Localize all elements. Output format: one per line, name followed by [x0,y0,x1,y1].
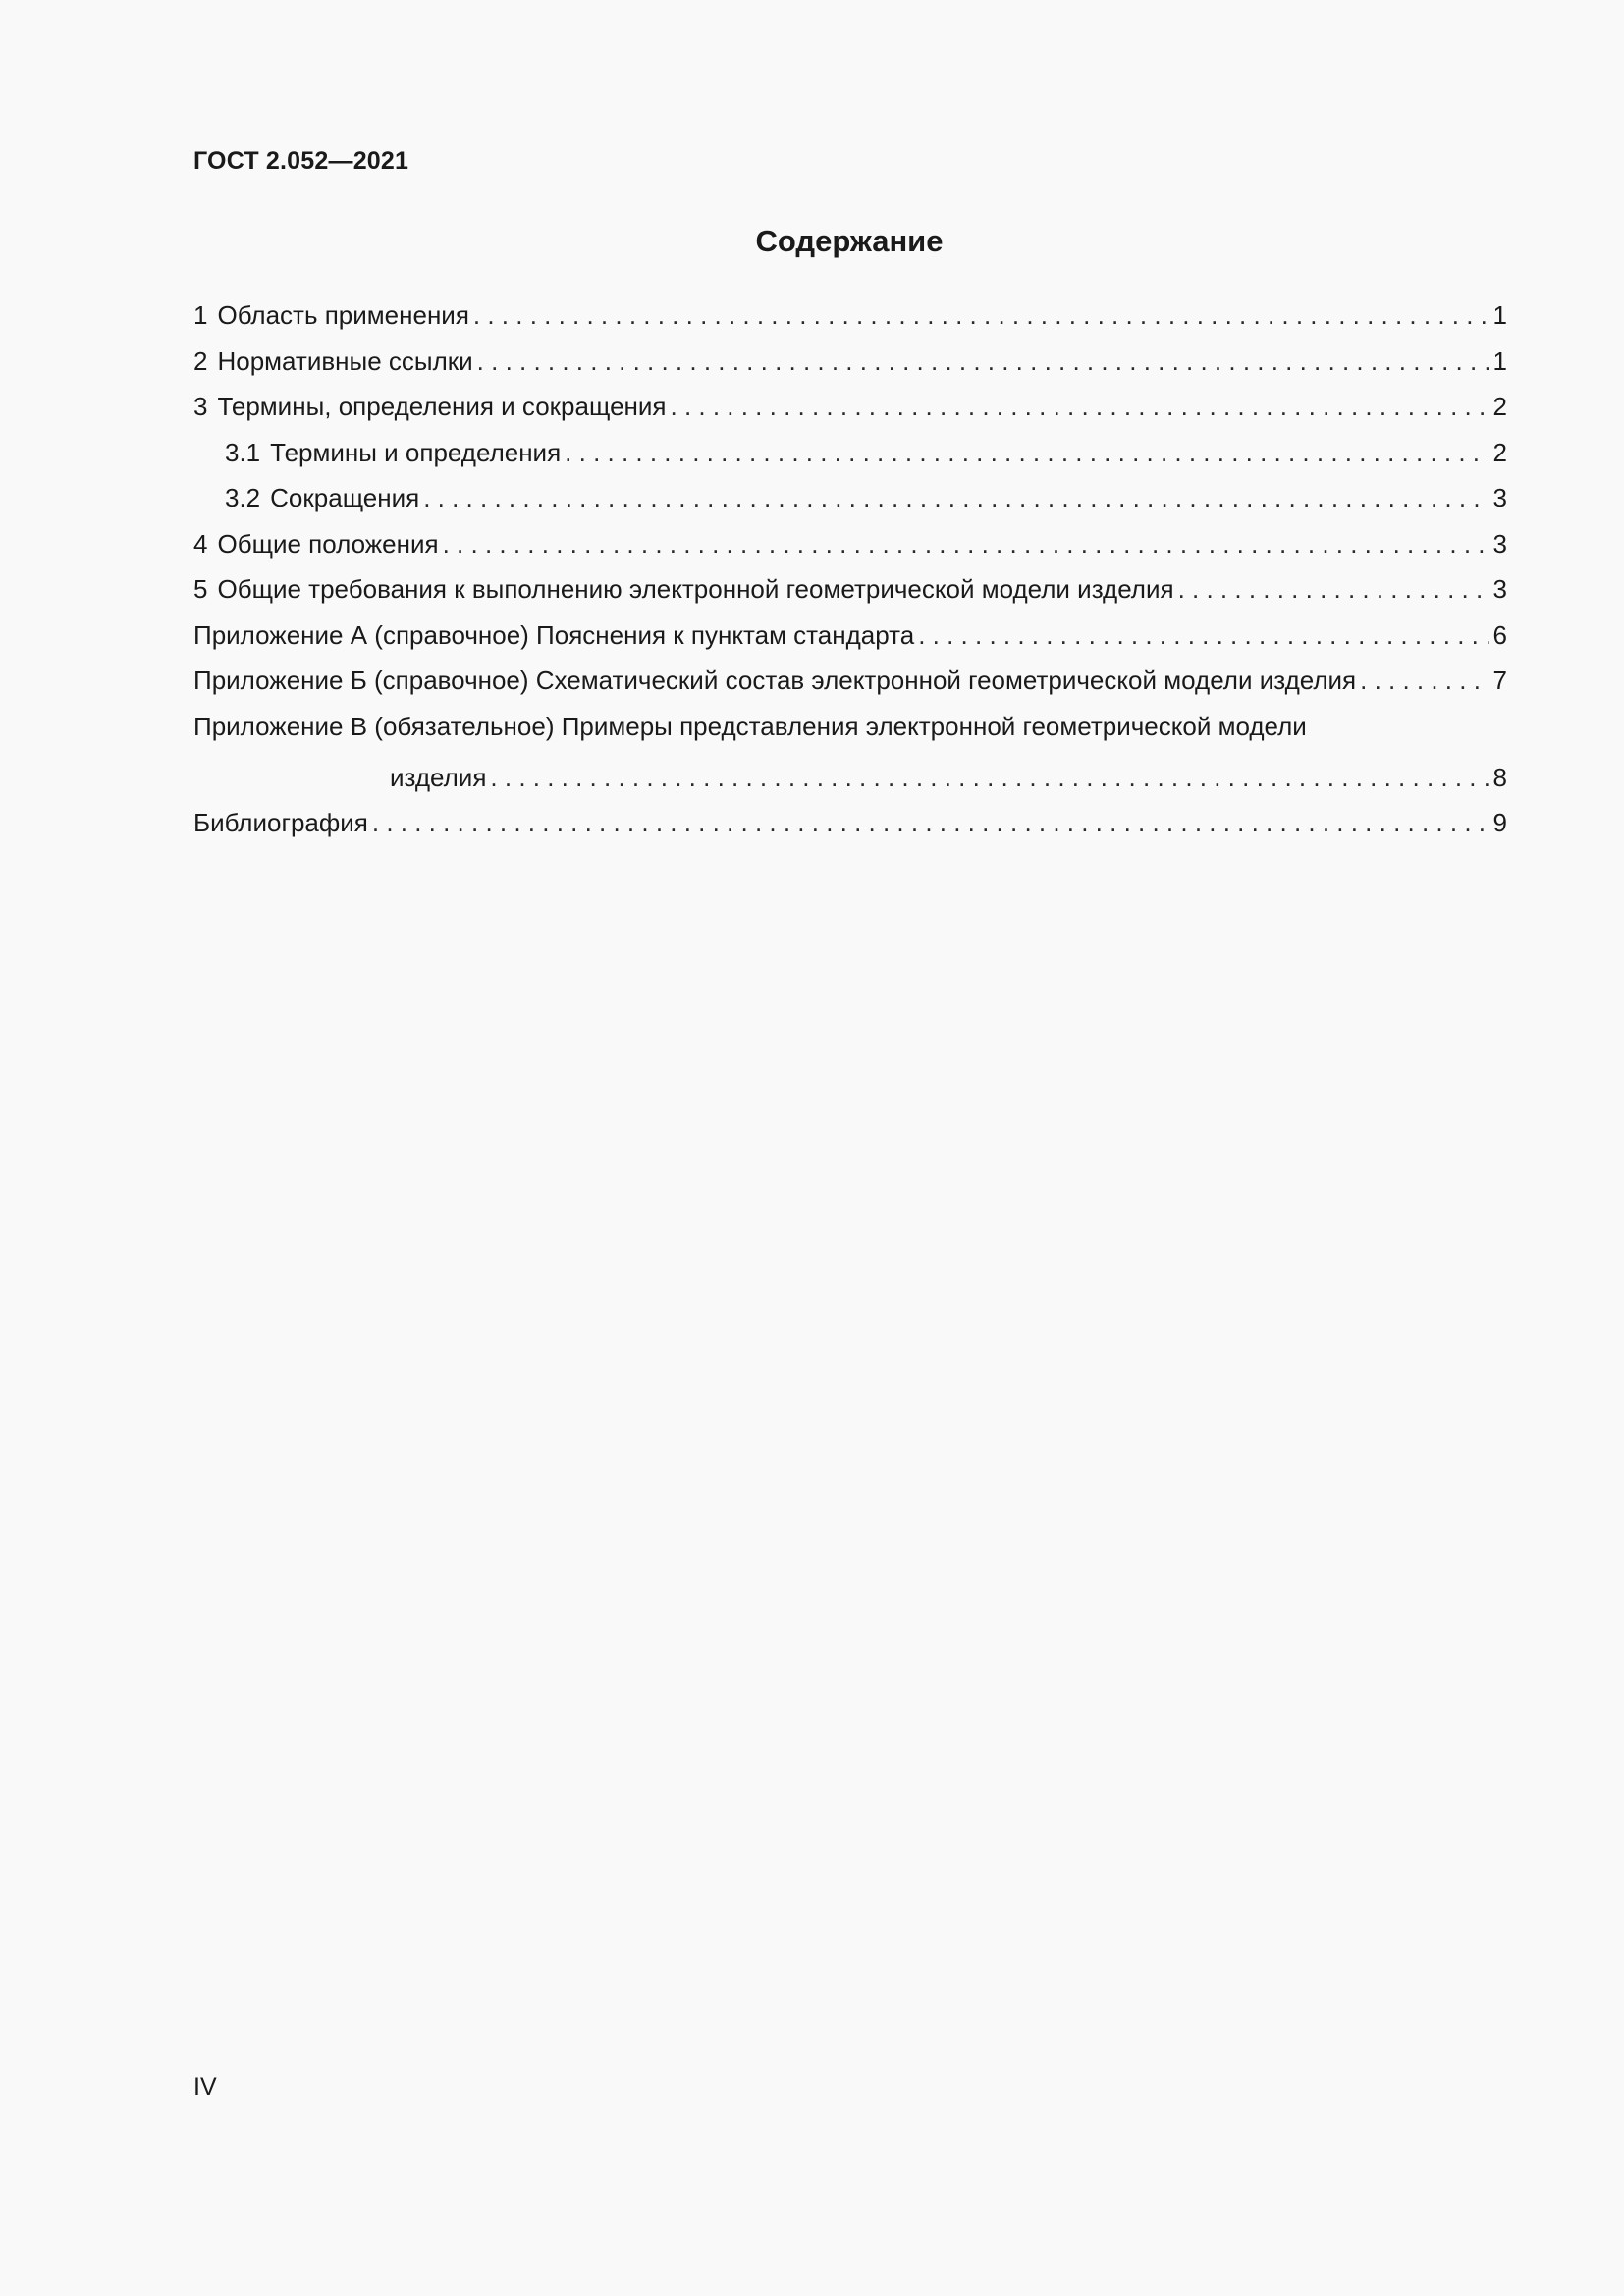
toc-entry-appendix-v[interactable] [193,711,1507,793]
toc-entry-5[interactable] [193,573,1507,605]
toc-entry-label: Термины, определения и сокращения [217,392,667,421]
toc-entry-bibliography[interactable] [193,807,1507,838]
toc-entry-label: Библиография [193,808,368,837]
page-number: IV [193,2073,217,2101]
toc-entry-number: 3.1 [225,437,261,467]
toc-entry-label: Приложение Б (справочное) Схематический состав электронной геометрической модели изделия [193,666,1357,695]
toc-entry-label-continuation: изделия [390,762,487,792]
toc-entry-number: 5 [193,574,208,604]
toc-leader-dots [473,299,1489,331]
toc-title: Содержание [755,224,944,258]
toc-leader-dots [372,807,1489,838]
toc-entry-label: Приложение В (обязательное) Примеры представления электронной геометрической модели [193,711,1307,741]
toc-leader-dots [490,762,1489,793]
toc-entry-page: 1 [1492,346,1507,376]
toc-leader-dots [671,391,1489,422]
toc-entry-page: 2 [1492,437,1507,467]
toc-entry-1[interactable] [193,299,1507,331]
toc-entry-label: Термины и определения [270,437,562,467]
toc-entry-label: Область применения [217,300,469,330]
table-of-contents [193,299,1507,853]
toc-entry-2[interactable] [193,346,1507,377]
toc-entry-page: 7 [1492,666,1507,695]
toc-entry-page: 8 [1492,762,1507,792]
toc-entry-number: 1 [193,300,208,330]
toc-entry-page: 2 [1492,392,1507,421]
toc-leader-dots [443,528,1489,560]
toc-entry-label: Нормативные ссылки [217,346,473,376]
toc-leader-dots [1360,665,1489,696]
toc-entry-3-2[interactable] [193,482,1507,513]
toc-entry-page: 1 [1492,300,1507,330]
toc-entry-3[interactable] [193,391,1507,422]
toc-entry-appendix-a[interactable] [193,619,1507,651]
toc-leader-dots [565,437,1489,468]
toc-leader-dots [918,619,1489,651]
toc-entry-number: 4 [193,528,208,559]
toc-entry-page: 3 [1492,528,1507,559]
toc-entry-label: Приложение А (справочное) Пояснения к пунктам стандарта [193,619,915,650]
toc-leader-dots [1178,573,1489,605]
toc-entry-4[interactable] [193,528,1507,560]
toc-entry-label: Общие требования к выполнению электронной геометрической модели изделия [217,574,1174,604]
toc-leader-dots [423,482,1489,513]
toc-entry-label: Сокращения [270,483,420,512]
toc-entry-number: 3 [193,392,208,421]
toc-entry-appendix-b[interactable] [193,665,1507,696]
toc-entry-number: 2 [193,346,208,376]
toc-entry-page: 3 [1492,483,1507,512]
toc-entry-3-1[interactable] [193,437,1507,468]
toc-entry-page: 6 [1492,619,1507,650]
toc-entry-page: 3 [1492,574,1507,604]
toc-leader-dots [477,346,1489,377]
toc-entry-number: 3.2 [225,483,261,512]
toc-entry-label: Общие положения [217,528,439,559]
toc-entry-page: 9 [1492,808,1507,837]
document-id: ГОСТ 2.052—2021 [193,147,409,175]
